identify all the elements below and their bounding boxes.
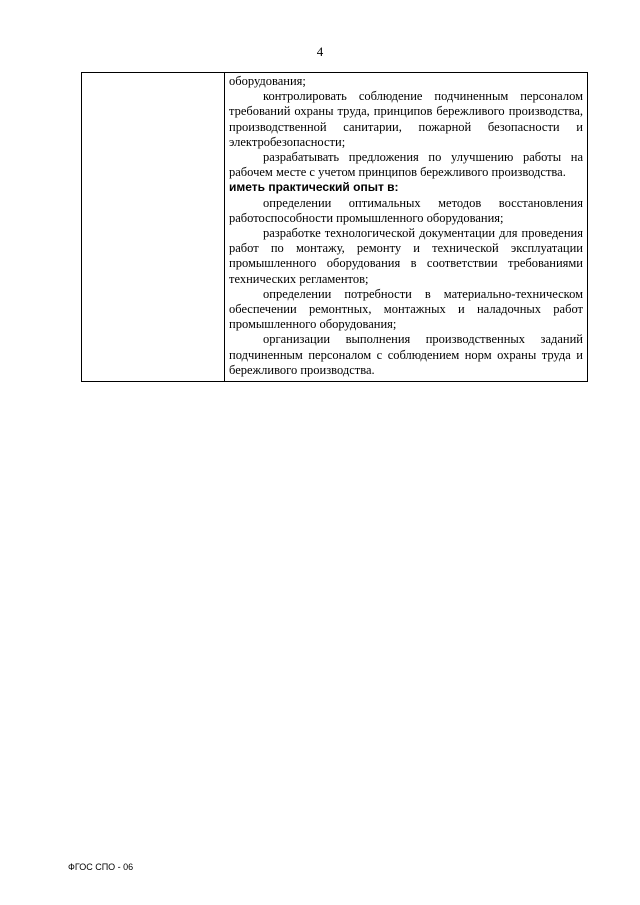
requirement-paragraph: оборудования; [229, 74, 306, 88]
requirement-paragraph: определении потребности в материально-техническом обеспечении ремонтных, монтажных и наладочных работ промышленного оборудования; [229, 286, 583, 332]
requirement-paragraph: разрабатывать предложения по улучшению работы на рабочем месте с учетом принципов бережливого производства. [229, 150, 583, 180]
section-heading: иметь практический опыт в: [229, 180, 399, 195]
footer-standard-label: ФГОС СПО - 06 [68, 862, 134, 872]
requirement-paragraph: организации выполнения производственных заданий подчиненным персоналом с соблюдением норм охраны труда и бережливого производства. [229, 332, 583, 377]
requirement-paragraph: контролировать соблюдение подчиненным персоналом требований охраны труда, принципов бережливого производства, производственной санитарии, пожарной безопасности и электробезопасности; [229, 89, 583, 149]
requirement-paragraph: определении оптимальных методов восстановления работоспособности промышленного оборудования; [229, 195, 583, 225]
requirements-table [81, 72, 588, 382]
table-left-cell [82, 73, 225, 382]
requirement-paragraph: разработке технологической документации для проведения работ по монтажу, ремонту и технической эксплуатации промышленного оборудования в соответствии требованиями технических регламентов; [229, 226, 583, 286]
page-number: 4 [316, 44, 324, 59]
table-row [82, 73, 588, 382]
requirements-text [225, 73, 587, 381]
table-right-cell [225, 73, 588, 382]
